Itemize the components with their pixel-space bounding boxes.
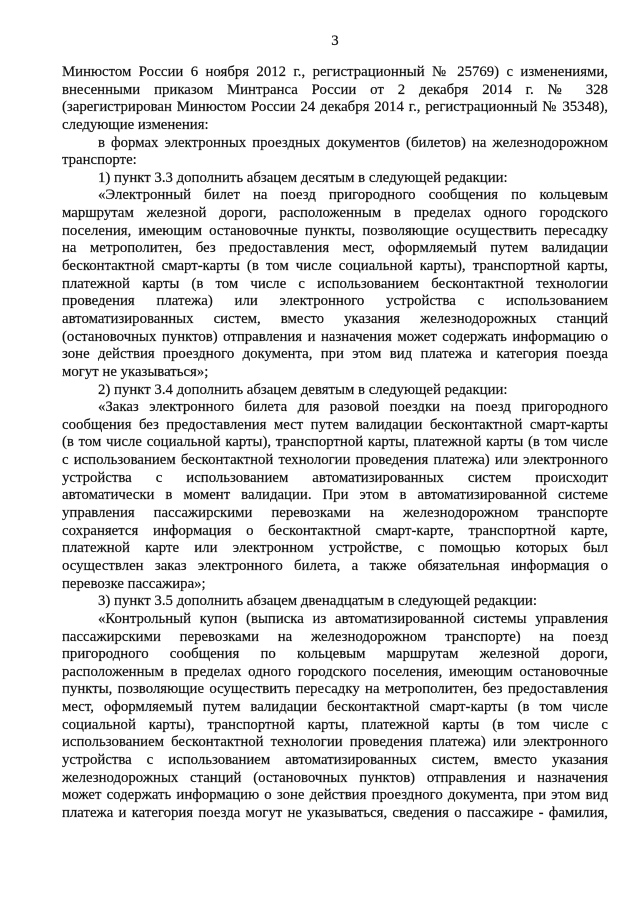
text-line: поселения, имеющим остановочные пункты, позволяющие осуществить пересадку bbox=[62, 222, 608, 239]
text-line: расположенным в пределах одного городского поселения, имеющим остановочные bbox=[62, 663, 608, 680]
text-line: могут не указываться»; bbox=[62, 363, 209, 380]
text-line: Минюстом России 6 ноября 2012 г., регистрационный № 25769) с изменениями, bbox=[62, 64, 608, 80]
text-line: платежа и категория поезда могут не указываться, сведения о пассажире - фамилия, bbox=[62, 804, 608, 821]
text-line: «Электронный билет на поезд пригородного сообщения по кольцевым bbox=[98, 187, 608, 204]
text-line: зоне действия проездного документа, при этом вид платежа и категория поезда bbox=[62, 346, 608, 363]
text-line: бесконтактной смарт-карты (в том числе социальной карты), транспортной карты, bbox=[62, 258, 608, 275]
text-line: социальной карты), транспортной карты, платежной карты (в том числе с bbox=[62, 716, 608, 733]
item-1-quote bbox=[62, 187, 608, 381]
text-line: 1) пункт 3.3 дополнить абзацем десятым в следующей редакции: bbox=[98, 169, 508, 186]
text-line: может содержать информацию о зоне действия проездного документа, при этом вид bbox=[62, 787, 608, 804]
text-line: осуществлен заказ электронного билета, а также обязательная информация о bbox=[62, 557, 608, 574]
text-line: «Заказ электронного билета для разовой поездки на поезд пригородного bbox=[98, 399, 608, 416]
text-line: пассажирскими перевозками на железнодорожном транспорте) на поезд bbox=[62, 628, 608, 645]
text-line: (в том числе социальной карты), транспортной карты, платежной карты (в том числе bbox=[62, 434, 608, 451]
page-number: 3 bbox=[331, 33, 339, 49]
text-line: управления пассажирскими перевозками на железнодорожном транспорте bbox=[62, 505, 608, 522]
text-line: платежной карты (в том числе с использованием бесконтактной технологии bbox=[62, 275, 608, 292]
paragraph-continuation bbox=[62, 64, 608, 135]
text-line: железнодорожных станций (остановочных пунктов) отправления и назначения bbox=[62, 769, 608, 786]
text-line: маршрутам железной дороги, расположенным в пределах одного городского bbox=[62, 205, 608, 222]
text-line: пункты, позволяющие осуществить пересадку на метрополитен, без предоставления bbox=[62, 681, 608, 698]
text-line: с использованием бесконтактной технологии проведения платежа) или электронного bbox=[62, 452, 608, 469]
text-line: (остановочных пунктов) отправления и назначения может содержать информацию о bbox=[62, 328, 608, 345]
text-line: проведения платежа) или электронного устройства с использованием bbox=[62, 293, 608, 310]
text-line: внесенными приказом Минтранса России от 2 декабря 2014 г. № 328 bbox=[62, 81, 608, 98]
text-line: (зарегистрирован Минюстом России 24 декабря 2014 г., регистрационный № 35348), bbox=[62, 99, 608, 116]
item-3-quote bbox=[62, 611, 608, 823]
item-2-quote bbox=[62, 399, 608, 593]
text-line: «Контрольный купон (выписка из автоматизированной системы управления bbox=[98, 610, 608, 627]
text-line: автоматически в момент валидации. При этом в автоматизированной системе bbox=[62, 487, 608, 504]
text-line: сообщения без предоставления мест путем валидации бесконтактной смарт-карты bbox=[62, 416, 608, 433]
document-body bbox=[62, 64, 608, 823]
item-2-heading bbox=[62, 382, 608, 400]
paragraph-forms bbox=[62, 135, 608, 170]
text-line: мест, оформляемый путем валидации бесконтактной смарт-карты (в том числе bbox=[62, 699, 608, 716]
text-line: платежной карте или электронном устройстве, с помощью которых был bbox=[62, 540, 608, 557]
text-line: следующие изменения: bbox=[62, 116, 209, 133]
text-line: транспорте: bbox=[62, 152, 137, 169]
text-line: на метрополитен, без предоставления мест, оформляемый путем валидации bbox=[62, 240, 608, 257]
text-line: автоматизированных систем, вместо указания железнодорожных станций bbox=[62, 310, 608, 327]
text-line: сохраняется информация о бесконтактной смарт-карте, транспортной карте, bbox=[62, 522, 608, 539]
item-1-heading bbox=[62, 170, 608, 188]
text-line: в формах электронных проездных документов (билетов) на железнодорожном bbox=[98, 134, 608, 151]
text-line: использованием бесконтактной технологии проведения платежа) или электронного bbox=[62, 734, 608, 751]
text-line: устройства с использованием автоматизированных систем, вместо указания bbox=[62, 751, 608, 768]
text-line: 2) пункт 3.4 дополнить абзацем девятым в следующей редакции: bbox=[98, 381, 508, 398]
item-3-heading bbox=[62, 593, 608, 611]
text-line: пригородного сообщения по кольцевым маршрутам железной дороги, bbox=[62, 646, 608, 663]
text-line: перевозке пассажира»; bbox=[62, 575, 206, 592]
text-line: 3) пункт 3.5 дополнить абзацем двенадцатым в следующей редакции: bbox=[98, 593, 537, 610]
text-line: устройства с использованием автоматизированных систем происходит bbox=[62, 469, 608, 486]
